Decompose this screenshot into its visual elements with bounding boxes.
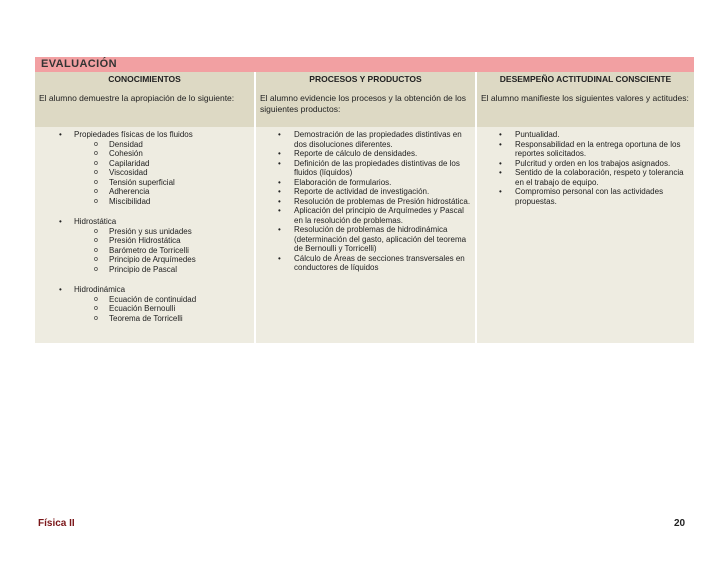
subtopic-item: o Presión y sus unidades xyxy=(39,227,250,237)
subtopic-item: o Ecuación Bernoulli xyxy=(39,304,250,314)
list-item: • Demostración de las propiedades distintivas en dos disoluciones diferentes. xyxy=(260,130,471,149)
column-description: El alumno evidencie los procesos y la obtención de los siguientes productos: xyxy=(260,93,467,114)
procesos-content xyxy=(256,127,477,343)
list-item: • Aplicación del principio de Arquímedes y Pascal en la resolución de problemas. xyxy=(260,206,471,225)
values-list xyxy=(481,130,690,206)
footer-subject: Física II xyxy=(38,518,75,529)
header-conocimientos xyxy=(35,72,256,127)
topic-label: Propiedades físicas de los fluidos xyxy=(74,130,193,139)
topic-group xyxy=(39,130,250,206)
list-item: • Elaboración de formularios. xyxy=(260,178,471,188)
subtopic-item: o Viscosidad xyxy=(39,168,250,178)
list-item: • Cálculo de Áreas de secciones transversales en conductores de líquidos xyxy=(260,254,471,273)
list-item: • Sentido de la colaboración, respeto y tolerancia en el trabajo de equipo. xyxy=(481,168,690,187)
subtopic-list xyxy=(39,227,250,275)
content-row xyxy=(35,127,694,343)
subtopic-item: o Presión Hidrostática xyxy=(39,236,250,246)
page-number: 20 xyxy=(674,518,686,529)
subtopic-item: o Miscibilidad xyxy=(39,197,250,207)
header-procesos xyxy=(256,72,477,127)
topic-label: Hidrodinámica xyxy=(74,285,126,294)
list-item: • Reporte de actividad de investigación. xyxy=(260,187,471,197)
products-list xyxy=(260,130,471,273)
topic-label: Hidrostática xyxy=(74,217,117,226)
desempeno-content xyxy=(477,127,694,343)
column-title: DESEMPEÑO ACTITUDINAL CONSCIENTE xyxy=(499,74,672,84)
subtopic-item: o Principio de Pascal xyxy=(39,265,250,275)
column-description: El alumno manifieste los siguientes valores y actitudes: xyxy=(481,93,689,103)
evaluation-table xyxy=(35,57,694,343)
list-item: • Resolución de problemas de Presión hidrostática. xyxy=(260,197,471,207)
list-item: • Definición de las propiedades distintivas de los fluidos (líquidos) xyxy=(260,159,471,178)
list-item: • Compromiso personal con las actividades propuestas. xyxy=(481,187,690,206)
column-title: PROCESOS Y PRODUCTOS xyxy=(309,74,422,84)
subtopic-list xyxy=(39,140,250,207)
spacer xyxy=(39,206,250,217)
knowledge-list xyxy=(39,130,250,323)
subtopic-item: o Cohesión xyxy=(39,149,250,159)
list-item: • Reporte de cálculo de densidades. xyxy=(260,149,471,159)
subtopic-item: o Adherencia xyxy=(39,187,250,197)
list-item: • Resolución de problemas de hidrodinámica (determinación del gasto, aplicación del teorema de Bernoulli y Torricelli) xyxy=(260,225,471,254)
subtopic-item: o Capilaridad xyxy=(39,159,250,169)
column-description: El alumno demuestre la apropiación de lo siguiente: xyxy=(39,93,235,103)
header-row xyxy=(35,72,694,127)
list-item: • Puntualidad. xyxy=(481,130,690,140)
subtopic-item: o Principio de Arquímedes xyxy=(39,255,250,265)
subtopic-item: o Densidad xyxy=(39,140,250,150)
subtopic-item: o Teorema de Torricelli xyxy=(39,314,250,324)
column-title: CONOCIMIENTOS xyxy=(108,74,181,84)
subtopic-item: o Tensión superficial xyxy=(39,178,250,188)
spacer xyxy=(39,274,250,285)
header-desempeno xyxy=(477,72,694,127)
topic-group xyxy=(39,217,250,274)
subtopic-list xyxy=(39,295,250,324)
section-title: EVALUACIÓN xyxy=(35,57,694,72)
topic-group xyxy=(39,285,250,323)
list-item: • Pulcritud y orden en los trabajos asignados. xyxy=(481,159,690,169)
list-item: • Responsabilidad en la entrega oportuna de los reportes solicitados. xyxy=(481,140,690,159)
subtopic-item: o Ecuación de continuidad xyxy=(39,295,250,305)
conocimientos-content xyxy=(35,127,256,343)
subtopic-item: o Barómetro de Torricelli xyxy=(39,246,250,256)
